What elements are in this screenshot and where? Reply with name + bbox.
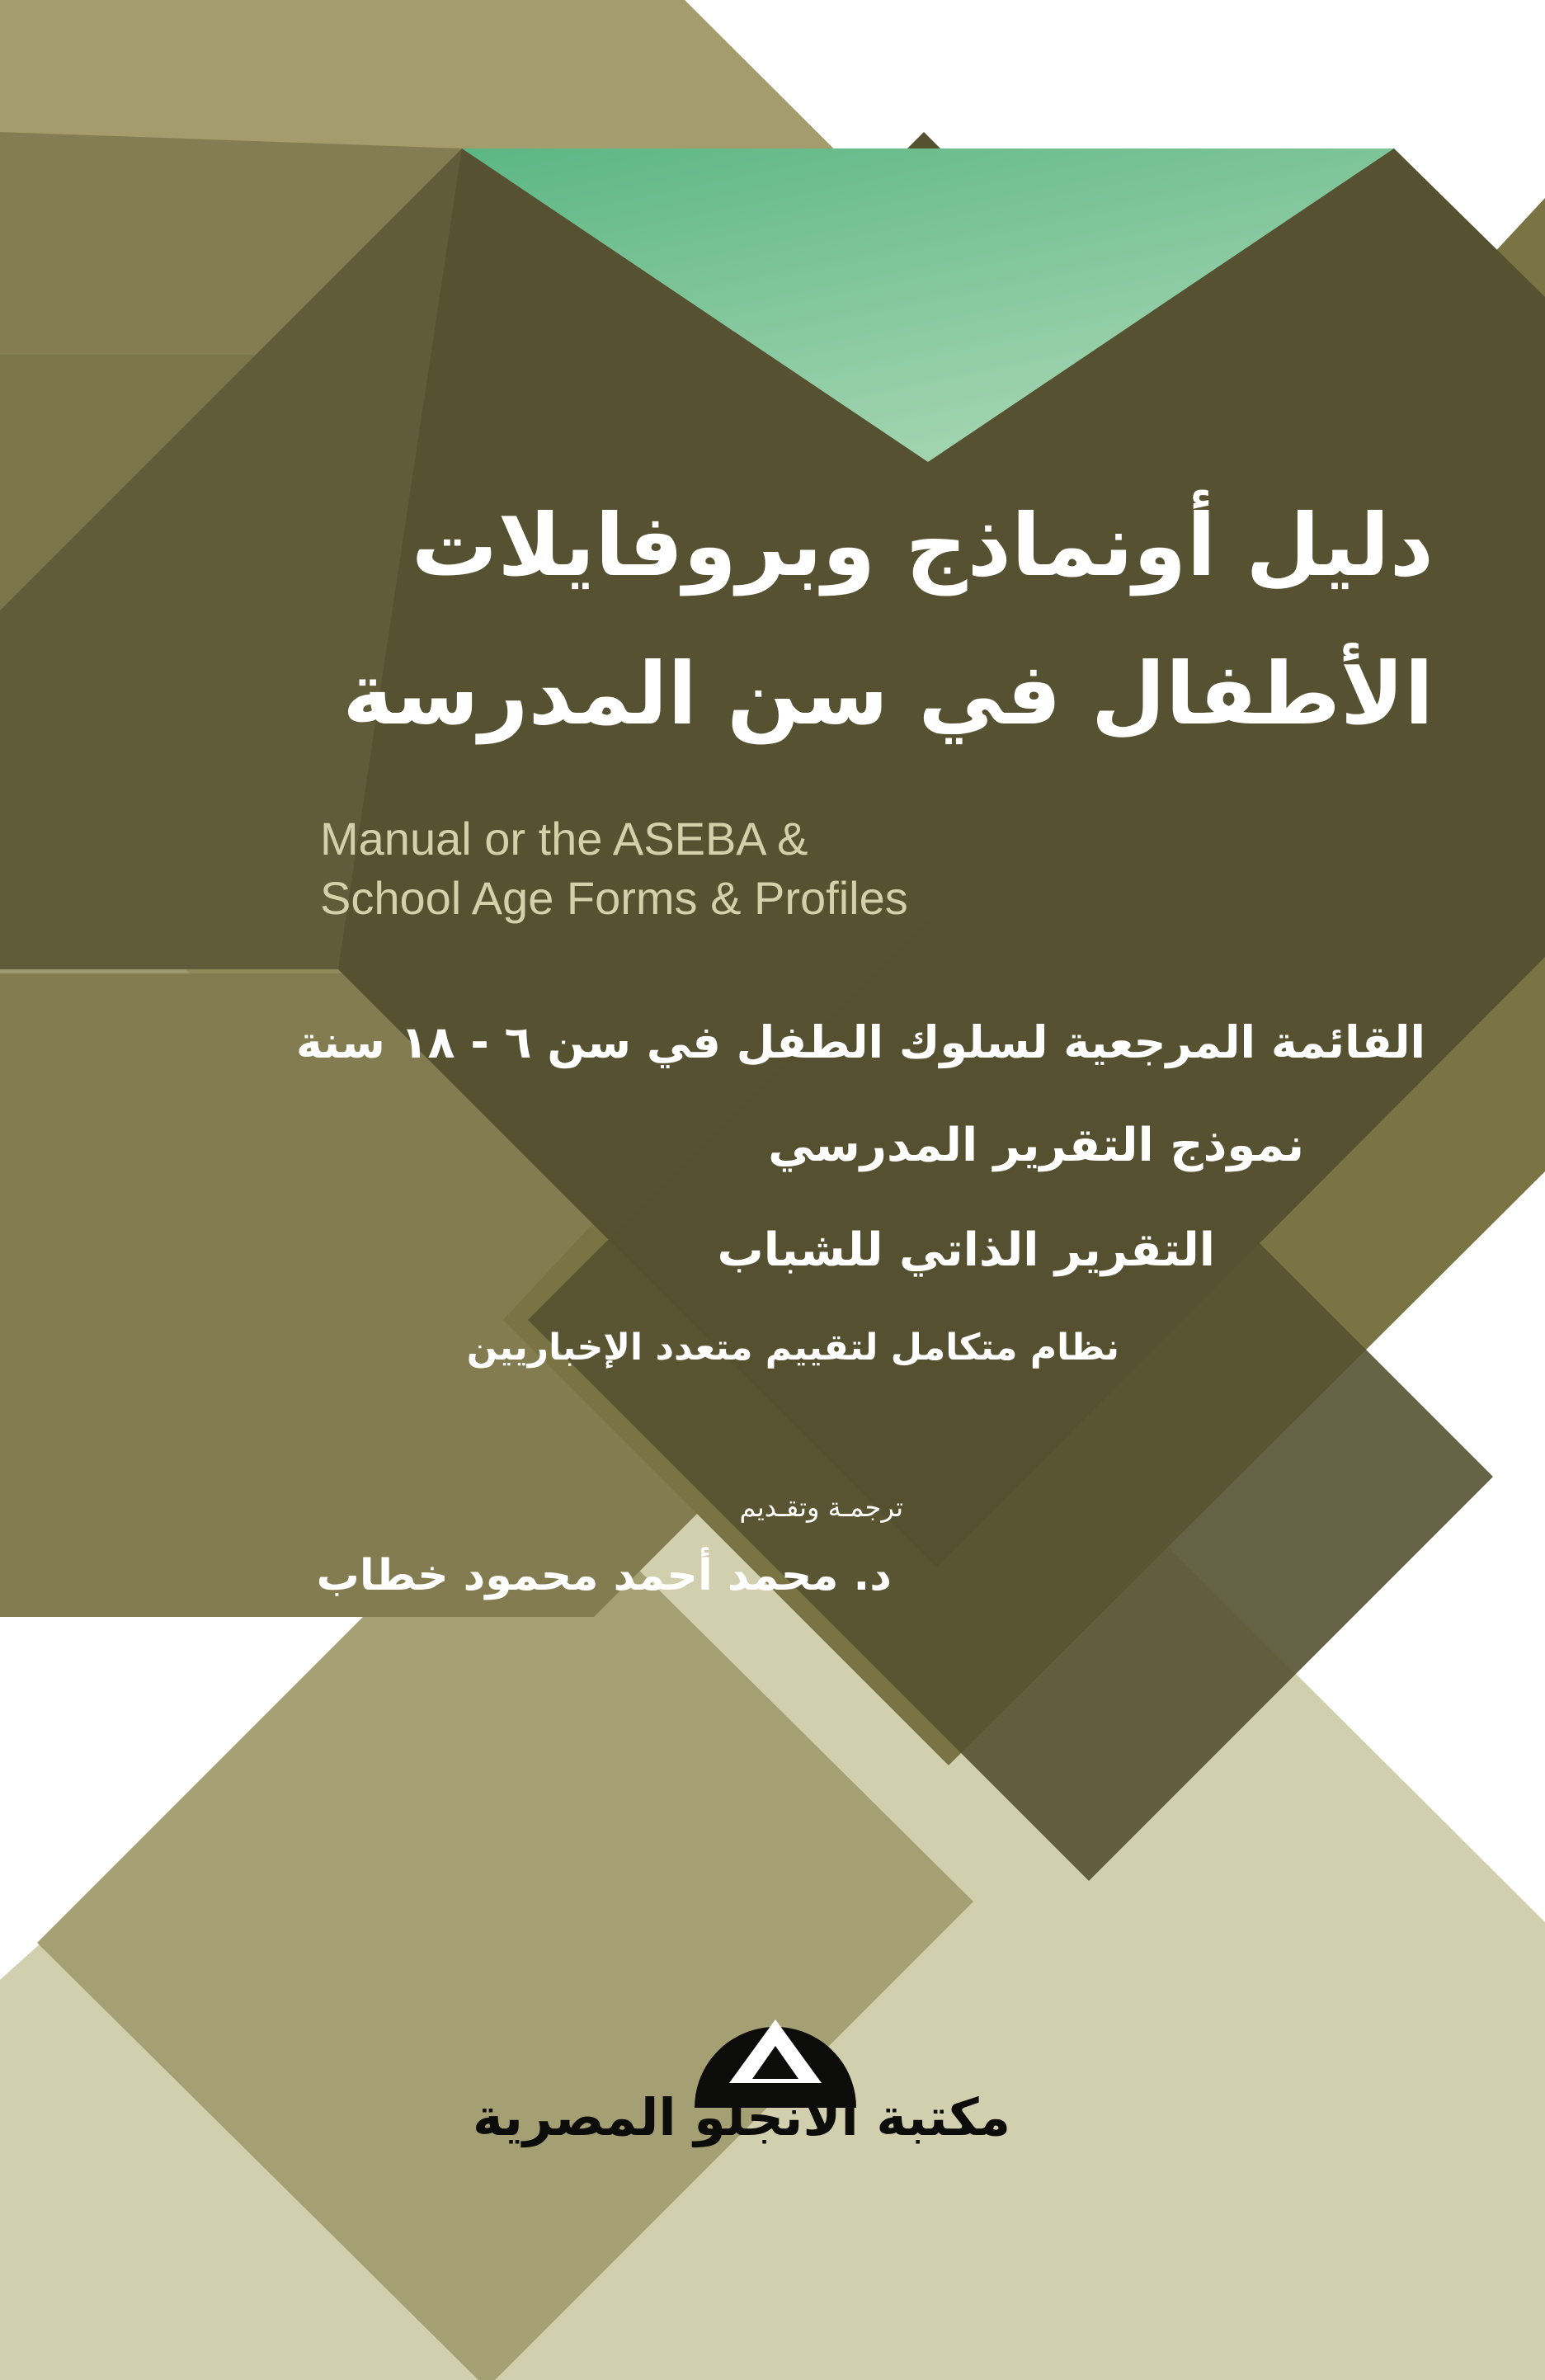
translator-name: د. محمد أحمد محمود خطاب xyxy=(316,1551,892,1600)
english-title-line-1: Manual or the ASEBA & xyxy=(320,813,808,865)
book-title-line-2: الأطفال في سن المدرسة xyxy=(342,643,1434,744)
subtitle-youth-self-report: التقرير الذاتي للشباب xyxy=(717,1223,1215,1277)
english-title-line-2: School Age Forms & Profiles xyxy=(320,872,908,924)
book-title-line-1: دليل أونماذج وبروفايلات xyxy=(411,495,1434,596)
subtitle-school-report: نموذج التقرير المدرسي xyxy=(768,1119,1304,1172)
subtitle-checklist: القائمة المرجعية لسلوك الطفل في سن ٦ - ١٨ سنة xyxy=(295,1016,1425,1068)
publisher-name: مكتبة الأنجلو المصرية xyxy=(472,2087,1010,2147)
translation-label: ترجمـة وتقـديم xyxy=(739,1492,903,1523)
subtitle-assessment-system: نظام متكامل لتقييم متعدد الإخباريين xyxy=(466,1327,1119,1369)
